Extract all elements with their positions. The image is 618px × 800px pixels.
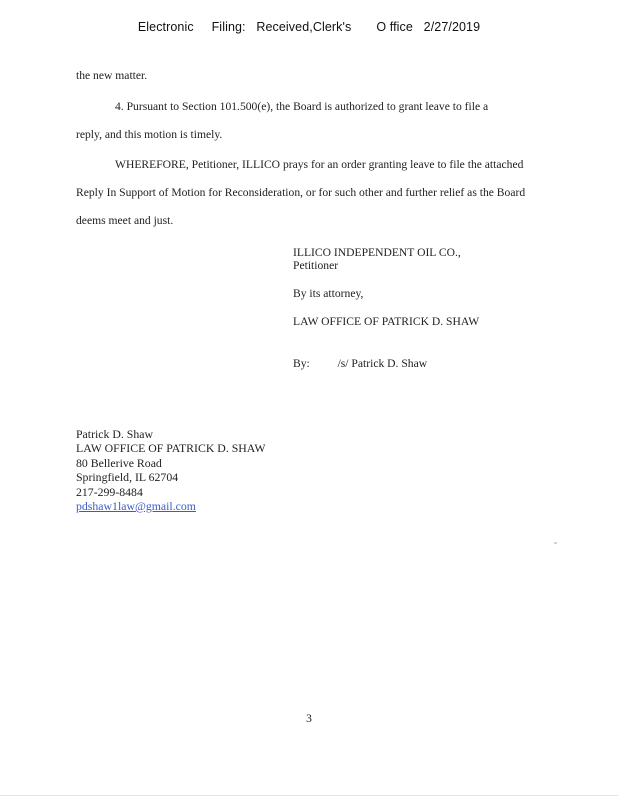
paragraph-4-line-1: 4. Pursuant to Section 101.500(e), the Board is authorized to grant leave to file a [115,100,489,113]
filing-stamp-header: Electronic Filing: Received,Clerk's O ffice 2/27/2019 [137,20,481,34]
signature-party-name: ILLICO INDEPENDENT OIL CO., [293,246,461,259]
body-line-new-matter: the new matter. [76,69,148,82]
signature-firm: LAW OFFICE OF PATRICK D. SHAW [293,315,480,328]
signature-party-role: Petitioner [293,259,339,272]
contact-phone: 217-299-8484 [76,484,143,499]
contact-email-link[interactable]: pdshaw1law@gmail.com [76,499,196,514]
signature-by-line [293,357,427,371]
wherefore-line-3: deems meet and just. [76,214,174,227]
contact-firm: LAW OFFICE OF PATRICK D. SHAW [76,441,266,456]
page-number: 3 [306,713,312,725]
wherefore-line-1: WHEREFORE, Petitioner, ILLICO prays for an order granting leave to file the attached [115,158,524,171]
contact-street: 80 Bellerive Road [76,455,162,470]
scan-speck [554,542,557,544]
attorney-contact-block [76,427,266,513]
paragraph-4-line-2: reply, and this motion is timely. [76,128,223,141]
wherefore-line-2: Reply In Support of Motion for Reconsideration, or for such other and further relief as the Board [76,186,526,199]
contact-city: Springfield, IL 62704 [76,470,179,485]
signature-signer: /s/ Patrick D. Shaw [337,357,428,370]
contact-name: Patrick D. Shaw [76,427,153,441]
signature-by-attorney: By its attorney, [293,287,364,300]
signature-by-label: By: [293,357,310,370]
page-bottom-edge [0,795,618,796]
